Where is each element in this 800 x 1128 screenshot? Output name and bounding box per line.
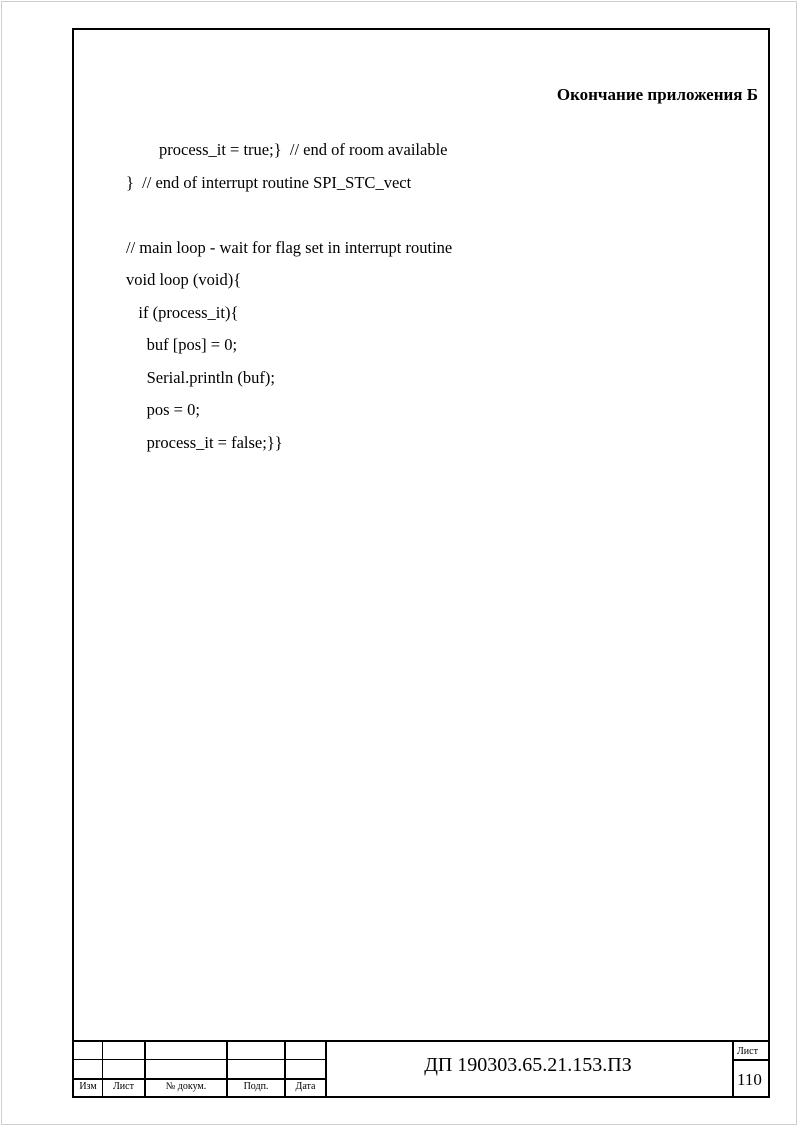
code-line: if (process_it){ — [126, 302, 239, 322]
document-code: ДП 190303.65.21.153.ПЗ — [424, 1054, 632, 1076]
code-line: } // end of interrupt routine SPI_STC_vect — [126, 172, 412, 192]
column-label-signature: Подп. — [243, 1081, 269, 1092]
code-listing — [126, 134, 452, 459]
title-block-row-line — [74, 1078, 326, 1080]
code-line — [126, 199, 452, 232]
sheet-number: 110 — [737, 1070, 762, 1089]
title-block-col-line — [732, 1040, 734, 1096]
column-label-izm: Изм — [79, 1081, 97, 1092]
title-block-row-line — [74, 1059, 326, 1060]
title-block-col-line — [325, 1040, 327, 1096]
code-line: // main loop - wait for flag set in interrupt routine — [126, 237, 453, 257]
code-line: Serial.println (buf); — [126, 367, 275, 387]
code-line: process_it = true;} // end of room available — [126, 140, 448, 159]
sheet-label: Лист — [737, 1046, 758, 1057]
column-label-date: Дата — [295, 1081, 316, 1092]
title-block-top-line — [74, 1040, 768, 1042]
title-block-sheet-line — [732, 1059, 768, 1061]
code-line: buf [pos] = 0; — [126, 335, 238, 354]
appendix-title: Окончание приложения Б — [556, 85, 758, 104]
column-label-doc-number: № докум. — [165, 1081, 207, 1092]
code-line: pos = 0; — [126, 400, 200, 419]
code-line: process_it = false;}} — [126, 432, 283, 452]
code-line: void loop (void){ — [126, 270, 242, 289]
drawing-frame — [72, 28, 770, 1098]
column-label-list: Лист — [113, 1081, 134, 1092]
